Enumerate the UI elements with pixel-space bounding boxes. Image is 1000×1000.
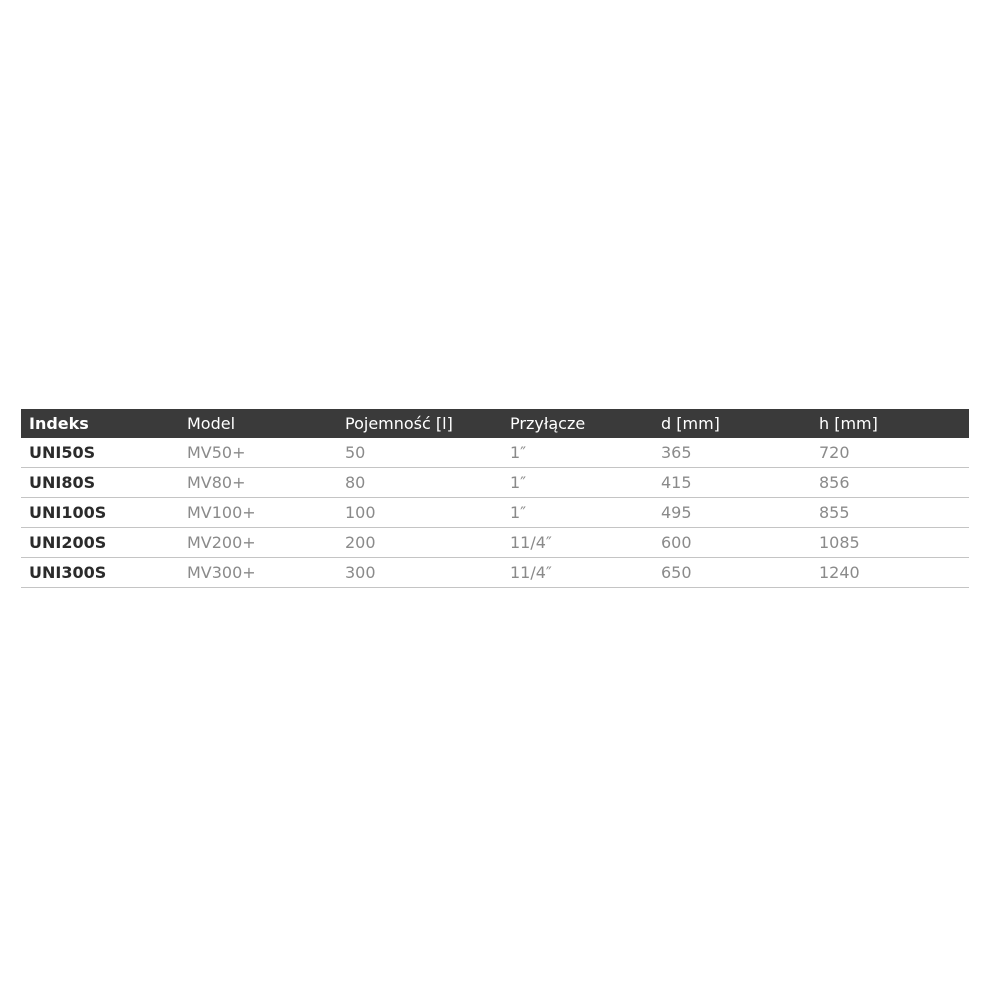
header-d-mm: d [mm]: [661, 414, 720, 433]
cell-indeks: UNI100S: [29, 503, 107, 522]
cell-przylacze: 11/4″: [510, 563, 552, 582]
header-model: Model: [187, 414, 236, 433]
cell-model: MV200+: [187, 533, 256, 552]
cell-przylacze: 1″: [510, 473, 527, 492]
header-pojemnosc: Pojemność [l]: [345, 414, 453, 433]
cell-model: MV80+: [187, 473, 246, 492]
cell-model: MV100+: [187, 503, 256, 522]
cell-d-mm: 365: [661, 443, 692, 462]
cell-pojemnosc: 300: [345, 563, 376, 582]
table-row: [21, 558, 969, 588]
cell-model: MV50+: [187, 443, 246, 462]
cell-d-mm: 600: [661, 533, 692, 552]
cell-d-mm: 415: [661, 473, 692, 492]
cell-pojemnosc: 100: [345, 503, 376, 522]
table-row: [21, 528, 969, 558]
cell-pojemnosc: 200: [345, 533, 376, 552]
table-row: [21, 438, 969, 468]
cell-indeks: UNI80S: [29, 473, 96, 492]
cell-pojemnosc: 80: [345, 473, 366, 492]
cell-indeks: UNI300S: [29, 563, 107, 582]
cell-h-mm: 856: [819, 473, 850, 492]
cell-przylacze: 11/4″: [510, 533, 552, 552]
cell-h-mm: 720: [819, 443, 850, 462]
cell-indeks: UNI200S: [29, 533, 107, 552]
header-h-mm: h [mm]: [819, 414, 878, 433]
table-row: [21, 468, 969, 498]
spec-table: [21, 409, 969, 588]
cell-pojemnosc: 50: [345, 443, 366, 462]
cell-h-mm: 855: [819, 503, 850, 522]
table-row: [21, 498, 969, 528]
cell-h-mm: 1240: [819, 563, 860, 582]
cell-h-mm: 1085: [819, 533, 860, 552]
cell-przylacze: 1″: [510, 503, 527, 522]
header-przylacze: Przyłącze: [510, 414, 586, 433]
cell-indeks: UNI50S: [29, 443, 96, 462]
cell-przylacze: 1″: [510, 443, 527, 462]
cell-d-mm: 495: [661, 503, 692, 522]
header-indeks: Indeks: [29, 414, 89, 433]
table-header-row: [21, 409, 969, 438]
cell-d-mm: 650: [661, 563, 692, 582]
cell-model: MV300+: [187, 563, 256, 582]
